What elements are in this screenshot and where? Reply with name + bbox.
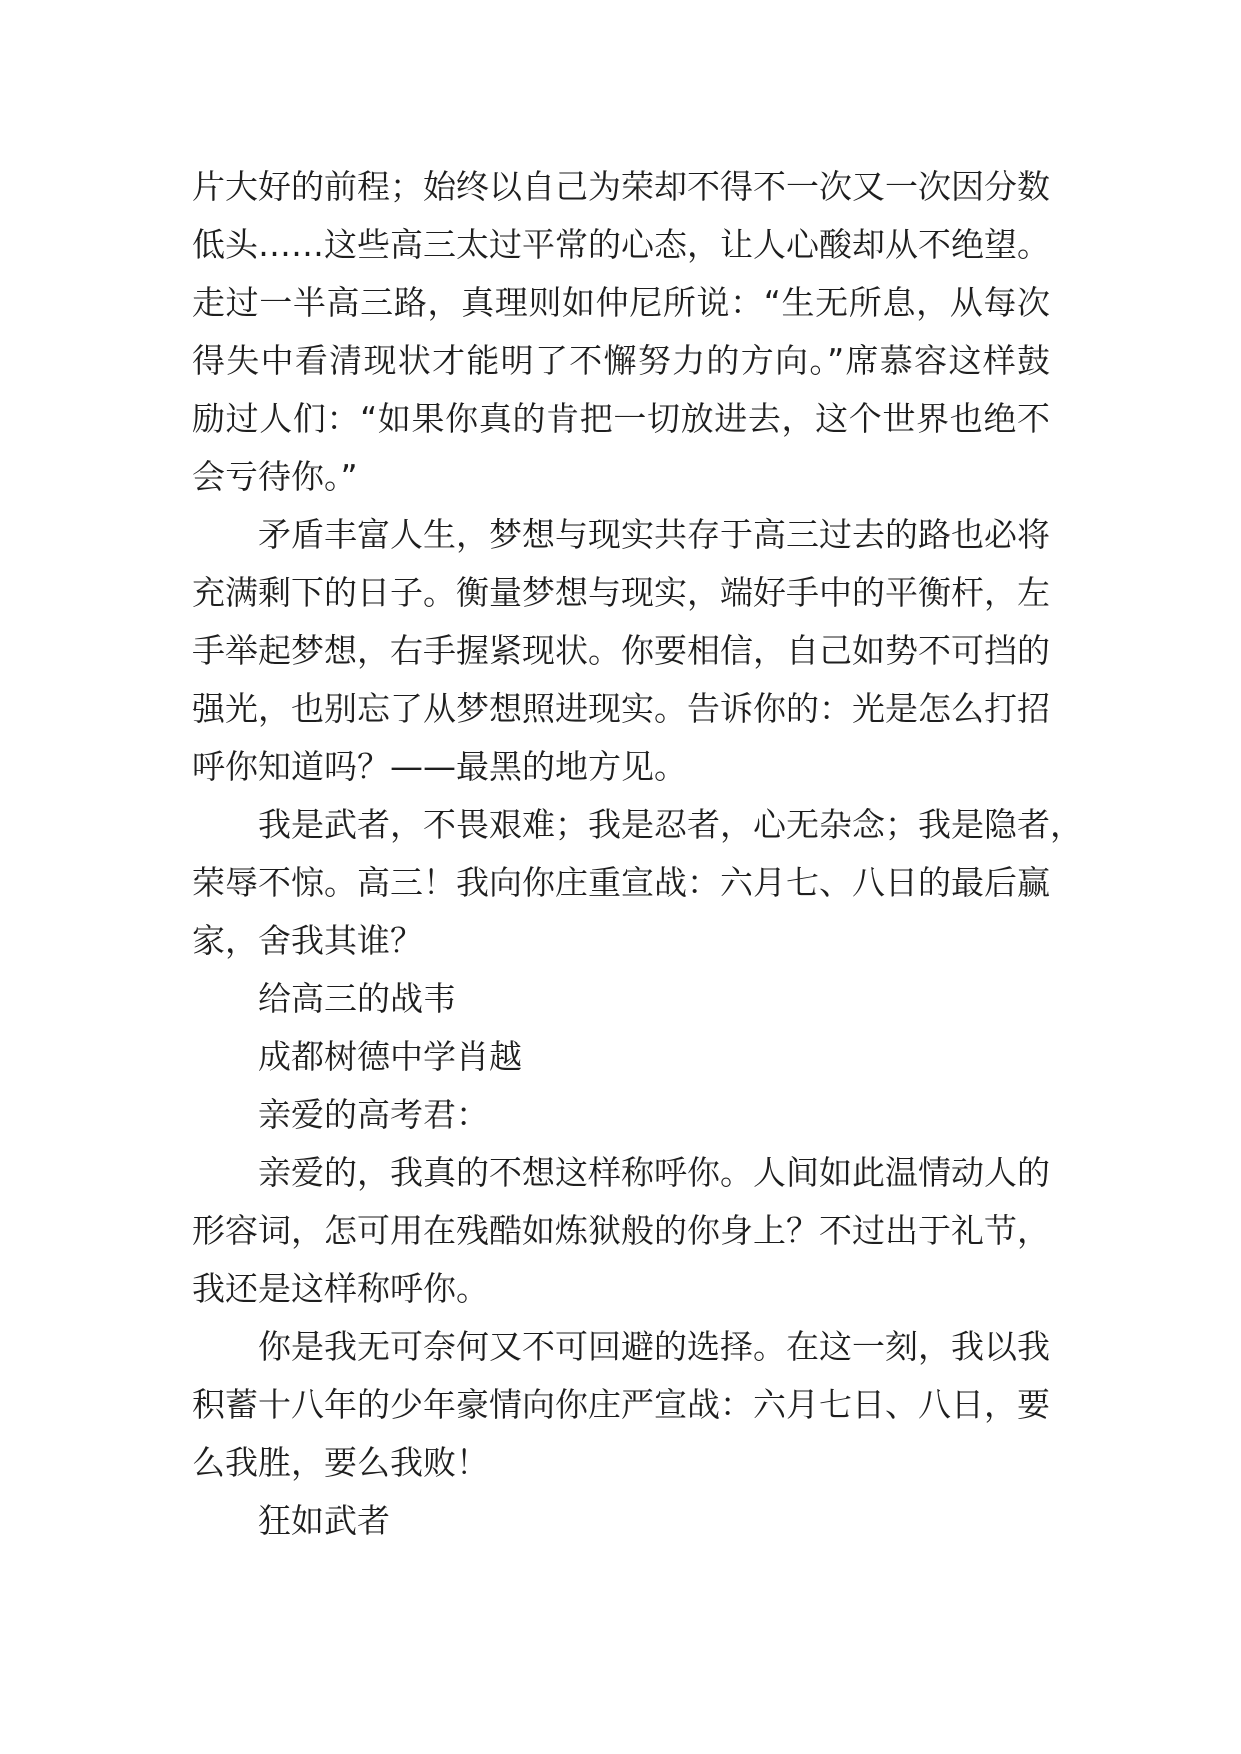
paragraph [192,1492,1050,1550]
text-line: 呼你知道吗？——最黑的地方见。 [192,747,687,786]
text-line: 积蓄十八年的少年豪情向你庄严宣战：六月七日、八日，要 [192,1385,1050,1424]
text-line: 给高三的战韦 [258,979,456,1018]
paragraph [192,158,1050,506]
text-line: 得失中看清现状才能明了不懈努力的方向。”席慕容这样鼓 [192,341,1050,380]
text-line: 会亏待你。” [192,457,358,496]
text-line: 走过一半高三路，真理则如仲尼所说：“生无所息，从每次 [192,283,1050,322]
text-line: 亲爱的高考君： [258,1095,489,1134]
text-line: 低头……这些高三太过平常的心态，让人心酸却从不绝望。 [192,225,1050,264]
text-line: 片大好的前程；始终以自己为荣却不得不一次又一次因分数 [192,167,1050,206]
text-line: 矛盾丰富人生，梦想与现实共存于高三过去的路也必将 [258,515,1050,554]
text-line: 狂如武者 [258,1501,390,1540]
paragraph [192,1318,1050,1492]
text-line: 充满剩下的日子。衡量梦想与现实，端好手中的平衡杆，左 [192,573,1050,612]
text-line: 我是武者，不畏艰难；我是忍者，心无杂念；我是隐者， [258,805,1083,844]
text-line: 你是我无可奈何又不可回避的选择。在这一刻，我以我 [258,1327,1050,1366]
document-body [192,158,1083,1550]
text-line: 荣辱不惊。高三！我向你庄重宣战：六月七、八日的最后赢 [192,863,1050,902]
text-line: 么我胜，要么我败！ [192,1443,489,1482]
text-line: 手举起梦想，右手握紧现状。你要相信，自己如势不可挡的 [192,631,1050,670]
paragraph [192,796,1083,970]
paragraph [192,506,1050,796]
text-line: 亲爱的，我真的不想这样称呼你。人间如此温情动人的 [258,1153,1050,1192]
text-line: 成都树德中学肖越 [258,1037,522,1076]
text-line: 强光，也别忘了从梦想照进现实。告诉你的：光是怎么打招 [192,689,1050,728]
paragraph [192,1028,1050,1086]
text-line: 励过人们：“如果你真的肯把一切放进去，这个世界也绝不 [192,399,1050,438]
paragraph [192,1144,1050,1318]
paragraph [192,970,1050,1028]
paragraph [192,1086,1050,1144]
text-line: 我还是这样称呼你。 [192,1269,489,1308]
text-line: 家，舍我其谁？ [192,921,423,960]
text-line: 形容词，怎可用在残酷如炼狱般的你身上？不过出于礼节， [192,1211,1050,1250]
